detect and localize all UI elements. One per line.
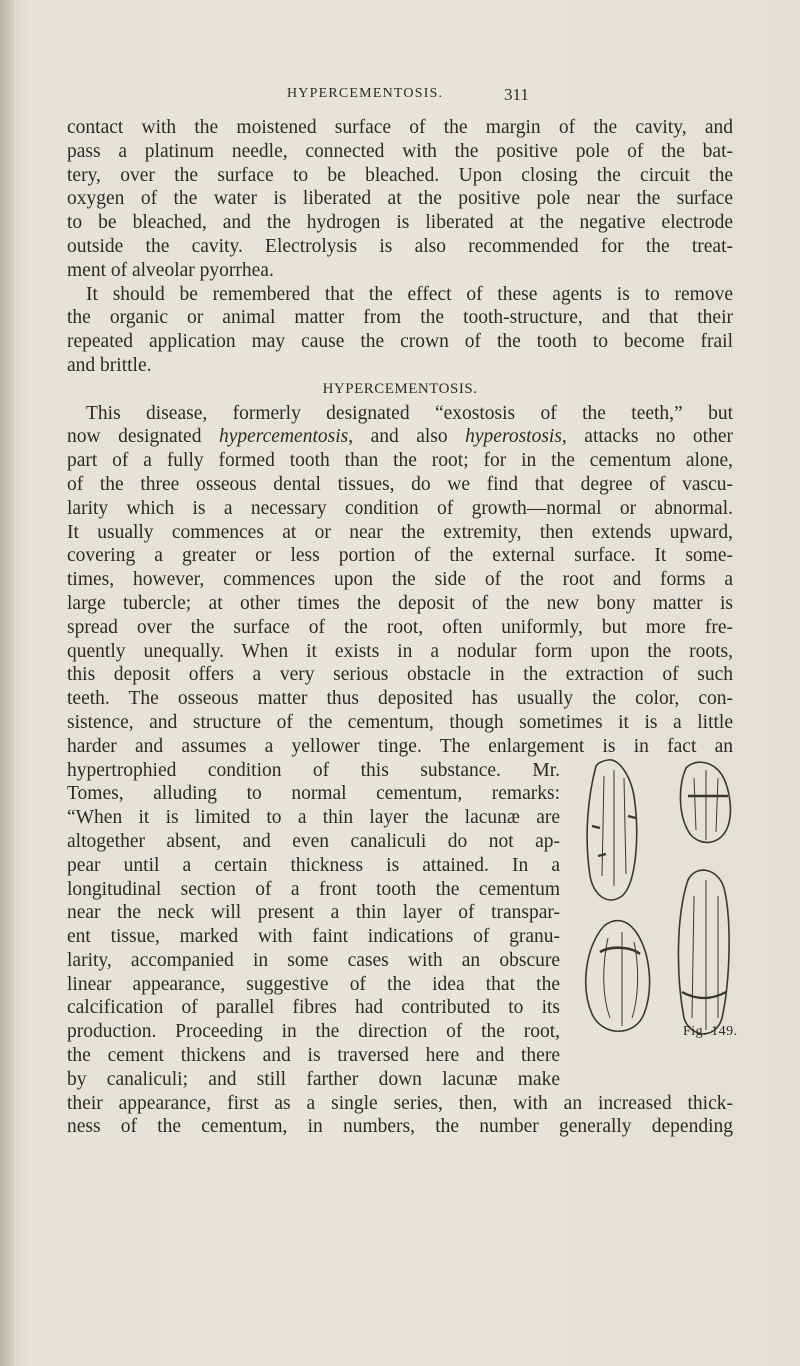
text-line: large tubercle; at other times the deposit of the new bony matter is: [67, 592, 733, 614]
text-line: linear appearance, suggestive of the idea that the: [67, 973, 560, 995]
text-line: production. Proceeding in the direction of the root,: [67, 1021, 560, 1043]
text-line: outside the cavity. Electrolysis is also recommended for the treat-: [67, 235, 733, 257]
text-line: pear until a certain thickness is attained. In a: [67, 854, 560, 876]
section-heading: HYPERCEMENTOSIS.: [322, 380, 478, 397]
text-segment: , and also: [348, 426, 466, 448]
text-line: calcification of parallel fibres had contributed to its: [67, 997, 560, 1019]
text-line: harder and assumes a yellower tinge. The enlargement is in fact an: [67, 735, 733, 757]
text-line: altogether absent, and even canaliculi do not ap-: [67, 830, 560, 852]
text-line: spread over the surface of the root, often uniformly, but more fre-: [67, 616, 733, 638]
text-line: hypertrophied condition of this substance. Mr.: [67, 759, 560, 781]
text-line: quently unequally. When it exists in a nodular form upon the roots,: [67, 640, 733, 662]
text-line: this deposit offers a very serious obstacle in the extraction of such: [67, 664, 733, 686]
text-line: tery, over the surface to be bleached. Upon closing the circuit the: [67, 164, 733, 186]
figure-caption: Fig. 149.: [683, 1024, 738, 1039]
page-number: 311: [504, 85, 529, 104]
text-line: longitudinal section of a front tooth the cementum: [67, 878, 560, 900]
text-line: sistence, and structure of the cementum, though sometimes it is a little: [67, 711, 733, 733]
text-line: ness of the cementum, in numbers, the number generally depending: [67, 1116, 733, 1138]
text-line: “When it is limited to a thin layer the lacunæ are: [67, 807, 560, 829]
figure-tooth-sections: [578, 756, 738, 1046]
text-line: [67, 425, 733, 449]
text-line: pass a platinum needle, connected with the positive pole of the bat-: [67, 140, 733, 162]
text-line: This disease, formerly designated “exostosis of the teeth,” but: [86, 402, 733, 424]
text-line: times, however, commences upon the side of the root and forms a: [67, 569, 733, 591]
text-line: It should be remembered that the effect of these agents is to remove: [86, 283, 733, 305]
text-line: of the three osseous dental tissues, do we find that degree of vascu-: [67, 473, 733, 495]
text-line: the cement thickens and is traversed here and there: [67, 1045, 560, 1067]
text-line: to be bleached, and the hydrogen is liberated at the negative electrode: [67, 212, 733, 234]
paragraph-caution: [67, 283, 733, 378]
text-line: and brittle.: [67, 354, 152, 376]
text-line: It usually commences at or near the extremity, then extends upward,: [67, 521, 733, 543]
text-line: their appearance, first as a single series, then, with an increased thick-: [67, 1092, 733, 1114]
text-line: teeth. The osseous matter thus deposited has usually the color, con-: [67, 688, 733, 710]
text-line: covering a greater or less portion of the external surface. It some-: [67, 545, 733, 567]
term-hypercementosis: hypercementosis: [218, 426, 349, 448]
text-line: Tomes, alluding to normal cementum, remarks:: [67, 783, 560, 805]
text-line: repeated application may cause the crown of the tooth to become frail: [67, 331, 733, 353]
text-segment: , attacks no other: [561, 426, 733, 448]
term-hyperostosis: hyperostosis: [465, 426, 562, 448]
text-line: part of a fully formed tooth than the root; for in the cementum alone,: [67, 450, 733, 472]
tooth-section-1: [587, 760, 637, 900]
tooth-section-4: [678, 870, 729, 1034]
running-head-title: HYPERCEMENTOSIS.: [287, 86, 444, 101]
text-line: near the neck will present a thin layer of transpar-: [67, 902, 560, 924]
page-edge-shadow: [0, 0, 14, 1366]
paragraph-electrolysis: [67, 116, 733, 283]
text-line: oxygen of the water is liberated at the positive pole near the surface: [67, 188, 733, 210]
text-line: ent tissue, marked with faint indications of granu-: [67, 926, 560, 948]
text-line: contact with the moistened surface of the margin of the cavity, and: [67, 117, 733, 138]
tooth-section-3: [586, 921, 650, 1032]
text-line: larity, accompanied in some cases with an obscure: [67, 949, 560, 971]
text-line: ment of alveolar pyorrhea.: [67, 259, 274, 281]
text-segment: now designated: [67, 426, 219, 448]
text-line: the organic or animal matter from the tooth-structure, and that their: [67, 307, 733, 329]
text-line: larity which is a necessary condition of growth—normal or abnormal.: [67, 497, 733, 519]
text-line: by canaliculi; and still farther down lacunæ make: [67, 1068, 560, 1090]
running-head: [0, 86, 800, 110]
tooth-section-2: [680, 762, 730, 842]
